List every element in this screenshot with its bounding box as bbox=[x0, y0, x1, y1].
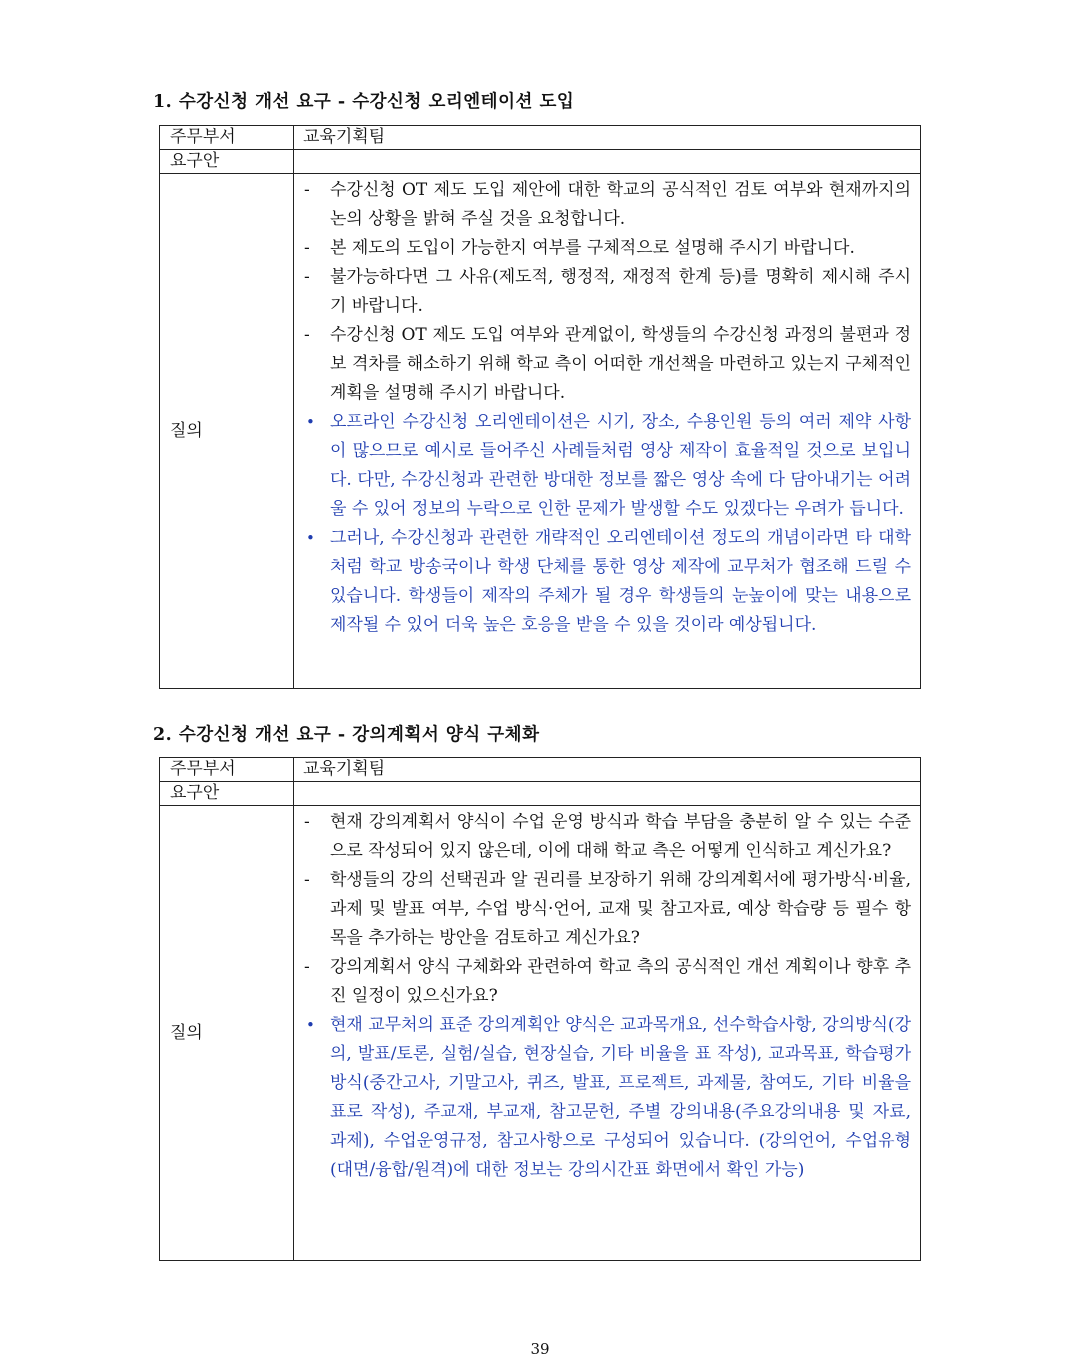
page-number: 39 bbox=[530, 1340, 550, 1358]
dash-icon: - bbox=[304, 325, 310, 345]
section-2-title: 2. 수강신청 개선 요구 - 강의계획서 양식 구체화 bbox=[153, 725, 540, 745]
section-2-table bbox=[159, 757, 921, 1261]
dept-value: 교육기획팀 bbox=[294, 758, 921, 782]
request-value bbox=[294, 782, 921, 806]
item-text: 현재 강의계획서 양식이 수업 운영 방식과 학습 부담을 충분히 알 수 있는 수준으로 작성되어 있지 않은데, 이에 대해 학교 측은 어떻게 인식하고 계신가요? bbox=[330, 812, 911, 861]
dash-icon: - bbox=[304, 267, 310, 287]
question-item bbox=[303, 234, 911, 263]
dash-icon: - bbox=[304, 957, 310, 977]
query-label: 질의 bbox=[160, 174, 294, 689]
item-text: 불가능하다면 그 사유(제도적, 행정적, 재정적 한계 등)를 명확히 제시해 주시기 바랍니다. bbox=[330, 267, 911, 316]
item-text: 그러나, 수강신청과 관련한 개략적인 오리엔테이션 정도의 개념이라면 타 대학처럼 학교 방송국이나 학생 단체를 통한 영상 제작에 교무처가 협조해 드릴 수 있습니다. 학생들이 제작의 주체가 될 경우 학생들의 눈높이에 맞는 내용으로 제작될 수 있어 더욱 높은 호응을 받을 수 있을 것이라 예상됩니다. bbox=[330, 528, 911, 635]
item-text: 강의계획서 양식 구체화와 관련하여 학교 측의 공식적인 개선 계획이나 향후 추진 일정이 있으신가요? bbox=[330, 957, 911, 1006]
question-item bbox=[303, 321, 911, 408]
query-content bbox=[294, 174, 921, 689]
question-item bbox=[303, 808, 911, 866]
dash-icon: - bbox=[304, 238, 310, 258]
answer-item bbox=[303, 524, 911, 640]
question-item bbox=[303, 953, 911, 1011]
bullet-icon: • bbox=[306, 529, 315, 547]
section-1-title: 1. 수강신청 개선 요구 - 수강신청 오리엔테이션 도입 bbox=[153, 92, 575, 112]
item-text: 학생들의 강의 선택권과 알 권리를 보장하기 위해 강의계획서에 평가방식·비율, 과제 및 발표 여부, 수업 방식·언어, 교재 및 참고자료, 예상 학습량 등 필수 항목을 추가하는 방안을 검토하고 계신가요? bbox=[330, 870, 911, 948]
answer-item bbox=[303, 1011, 911, 1185]
answer-item bbox=[303, 408, 911, 524]
item-text: 오프라인 수강신청 오리엔테이션은 시기, 장소, 수용인원 등의 여러 제약 사항이 많으므로 예시로 들어주신 사례들처럼 영상 제작이 효율적일 것으로 보입니다. 다만, 수강신청과 관련한 방대한 정보를 짧은 영상 속에 다 담아내기는 어려울 수 있어 정보의 누락으로 인한 문제가 발생할 수도 있겠다는 우려가 듭니다. bbox=[330, 412, 911, 519]
dash-icon: - bbox=[304, 180, 310, 200]
question-item bbox=[303, 176, 911, 234]
bullet-icon: • bbox=[306, 413, 315, 431]
query-label: 질의 bbox=[160, 806, 294, 1261]
dept-value: 교육기획팀 bbox=[294, 126, 921, 150]
item-text: 수강신청 OT 제도 도입 제안에 대한 학교의 공식적인 검토 여부와 현재까지의 논의 상황을 밝혀 주실 것을 요청합니다. bbox=[330, 180, 911, 229]
dash-icon: - bbox=[304, 870, 310, 890]
question-item bbox=[303, 263, 911, 321]
bullet-icon: • bbox=[306, 1016, 315, 1034]
dept-label: 주무부서 bbox=[160, 758, 294, 782]
query-content bbox=[294, 806, 921, 1261]
dash-icon: - bbox=[304, 812, 310, 832]
dept-label: 주무부서 bbox=[160, 126, 294, 150]
section-1-table bbox=[159, 125, 921, 689]
request-label: 요구안 bbox=[160, 150, 294, 174]
item-text: 본 제도의 도입이 가능한지 여부를 구체적으로 설명해 주시기 바랍니다. bbox=[330, 238, 855, 258]
request-value bbox=[294, 150, 921, 174]
item-text: 현재 교무처의 표준 강의계획안 양식은 교과목개요, 선수학습사항, 강의방식(강의, 발표/토론, 실험/실습, 현장실습, 기타 비율을 표 작성), 교과목표, 학습평가방식(중간고사, 기말고사, 퀴즈, 발표, 프로젝트, 과제물, 참여도, 기타 비율을 표로 작성), 주교재, 부교재, 참고문헌, 주별 강의내용(주요강의내용 및 자료, 과제), 수업운영규정, 참고사항으로 구성되어 있습니다. (강의언어, 수업유형(대면/융합/원격)에 대한 정보는 강의시간표 화면에서 확인 가능) bbox=[330, 1015, 911, 1180]
request-label: 요구안 bbox=[160, 782, 294, 806]
item-text: 수강신청 OT 제도 도입 여부와 관계없이, 학생들의 수강신청 과정의 불편과 정보 격차를 해소하기 위해 학교 측이 어떠한 개선책을 마련하고 있는지 구체적인 계획을 설명해 주시기 바랍니다. bbox=[330, 325, 911, 403]
question-item bbox=[303, 866, 911, 953]
